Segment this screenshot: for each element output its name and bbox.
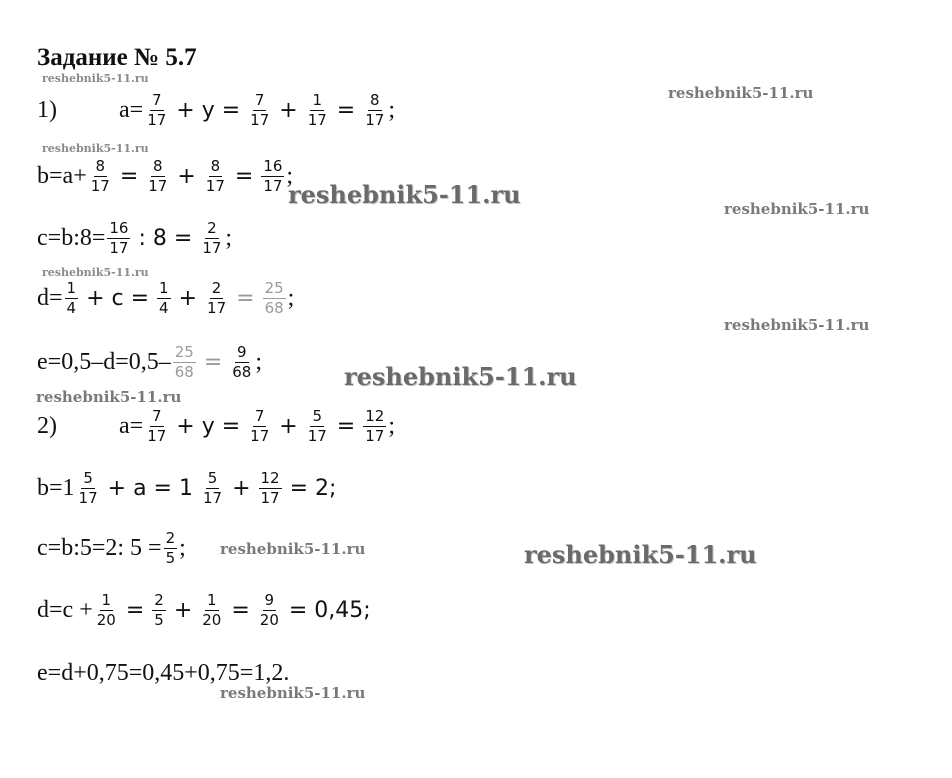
part2-label: 2) (37, 413, 57, 440)
p1d-lhs: d= (37, 285, 63, 312)
p1-line-b (37, 158, 293, 196)
fraction: $\frac{7}{17}$ (147, 91, 167, 130)
operator: + (232, 476, 251, 502)
fraction: $\frac{25}{68}$ (264, 279, 284, 318)
fraction: $\frac{8}{17}$ (365, 91, 385, 130)
p2-line-a (37, 408, 395, 446)
p1b-lhs: b=a+ (37, 163, 87, 190)
fraction: $\frac{2}{17}$ (202, 219, 222, 258)
semicolon: ; (225, 225, 233, 252)
watermark: reshebnik5-11.ru (42, 142, 149, 155)
semicolon: ; (388, 97, 395, 124)
watermark: reshebnik5-11.ru (344, 362, 577, 391)
operator: = (231, 598, 250, 624)
watermark: reshebnik5-11.ru (36, 388, 182, 406)
fraction: $\frac{7}{17}$ (250, 91, 270, 130)
fraction: $\frac{5}{17}$ (78, 469, 98, 508)
fraction: $\frac{1}{17}$ (307, 91, 327, 130)
p1e-lhs: e=0,5–d=0,5– (37, 349, 171, 376)
operator: + y = (176, 98, 241, 124)
p2a-lhs: a= (119, 413, 144, 440)
operator: + (279, 98, 298, 124)
semicolon: ; (255, 349, 263, 376)
part1-label: 1) (37, 97, 57, 124)
p1c-lhs: c=b:8= (37, 225, 106, 252)
fraction: $\frac{16}{17}$ (109, 219, 129, 258)
watermark: reshebnik5-11.ru (288, 180, 521, 209)
fraction: $\frac{2}{17}$ (207, 279, 227, 318)
fraction: $\frac{1}{20}$ (96, 591, 116, 630)
p2-line-c (37, 530, 186, 568)
watermark: reshebnik5-11.ru (668, 84, 814, 102)
p2c-lhs: c=b:5=2: 5 = (37, 535, 162, 562)
semicolon: ; (287, 285, 295, 312)
semicolon: ; (179, 535, 186, 562)
p2e-text: e=d+0,75=0,45+0,75=1,2. (37, 660, 290, 686)
fraction: $\frac{8}{17}$ (205, 157, 225, 196)
fraction: $\frac{2}{5}$ (165, 529, 176, 568)
watermark: reshebnik5-11.ru (724, 200, 870, 218)
page-title: Задание № 5.7 (37, 44, 197, 71)
operator: = (236, 286, 255, 312)
operator: + (279, 414, 298, 440)
p2-line-b (37, 470, 342, 508)
fraction: $\frac{16}{17}$ (263, 157, 283, 196)
p2d-lhs: d=c + (37, 597, 93, 624)
operator: : 8 = (138, 226, 193, 252)
watermark: reshebnik5-11.ru (42, 266, 149, 279)
watermark: reshebnik5-11.ru (524, 540, 757, 569)
fraction: $\frac{5}{17}$ (307, 407, 327, 446)
operator: + (177, 164, 196, 190)
fraction: $\frac{8}{17}$ (90, 157, 110, 196)
fraction: $\frac{2}{5}$ (154, 591, 164, 630)
p1-line-d (37, 280, 294, 318)
fraction: $\frac{25}{68}$ (174, 343, 194, 382)
fraction: $\frac{9}{68}$ (232, 343, 252, 382)
operator: = 2; (289, 476, 337, 502)
fraction: $\frac{1}{4}$ (159, 279, 169, 318)
fraction: $\frac{7}{17}$ (147, 407, 167, 446)
p2b-lhs: b=1 (37, 475, 75, 502)
semicolon: ; (388, 413, 395, 440)
operator: = 0,45; (288, 598, 371, 624)
watermark: reshebnik5-11.ru (724, 316, 870, 334)
operator: = (203, 350, 223, 376)
operator: + (178, 286, 198, 312)
watermark: reshebnik5-11.ru (220, 684, 366, 702)
fraction: $\frac{8}{17}$ (148, 157, 168, 196)
fraction: $\frac{5}{17}$ (202, 469, 223, 508)
operator: = (234, 164, 254, 190)
p1a-lhs: a= (119, 97, 144, 124)
operator: + y = (176, 414, 241, 440)
operator: + c = (86, 286, 150, 312)
fraction: $\frac{7}{17}$ (250, 407, 270, 446)
watermark: reshebnik5-11.ru (220, 540, 366, 558)
p1-line-c (37, 220, 232, 258)
operator: = (125, 598, 145, 624)
fraction: $\frac{1}{20}$ (202, 591, 222, 630)
fraction: $\frac{12}{17}$ (260, 469, 280, 508)
operator: = (119, 164, 139, 190)
fraction: $\frac{9}{20}$ (259, 591, 279, 630)
watermark: reshebnik5-11.ru (42, 72, 149, 85)
operator: + (173, 598, 193, 624)
operator: + a = 1 (107, 476, 193, 502)
p2-line-d (37, 592, 377, 630)
p1-line-a (37, 92, 395, 130)
fraction: $\frac{12}{17}$ (365, 407, 385, 446)
operator: = (336, 414, 356, 440)
p2-line-e (37, 660, 289, 687)
fraction: $\frac{1}{4}$ (66, 279, 77, 318)
p1-line-e (37, 344, 262, 382)
operator: = (336, 98, 356, 124)
semicolon: ; (286, 163, 294, 190)
